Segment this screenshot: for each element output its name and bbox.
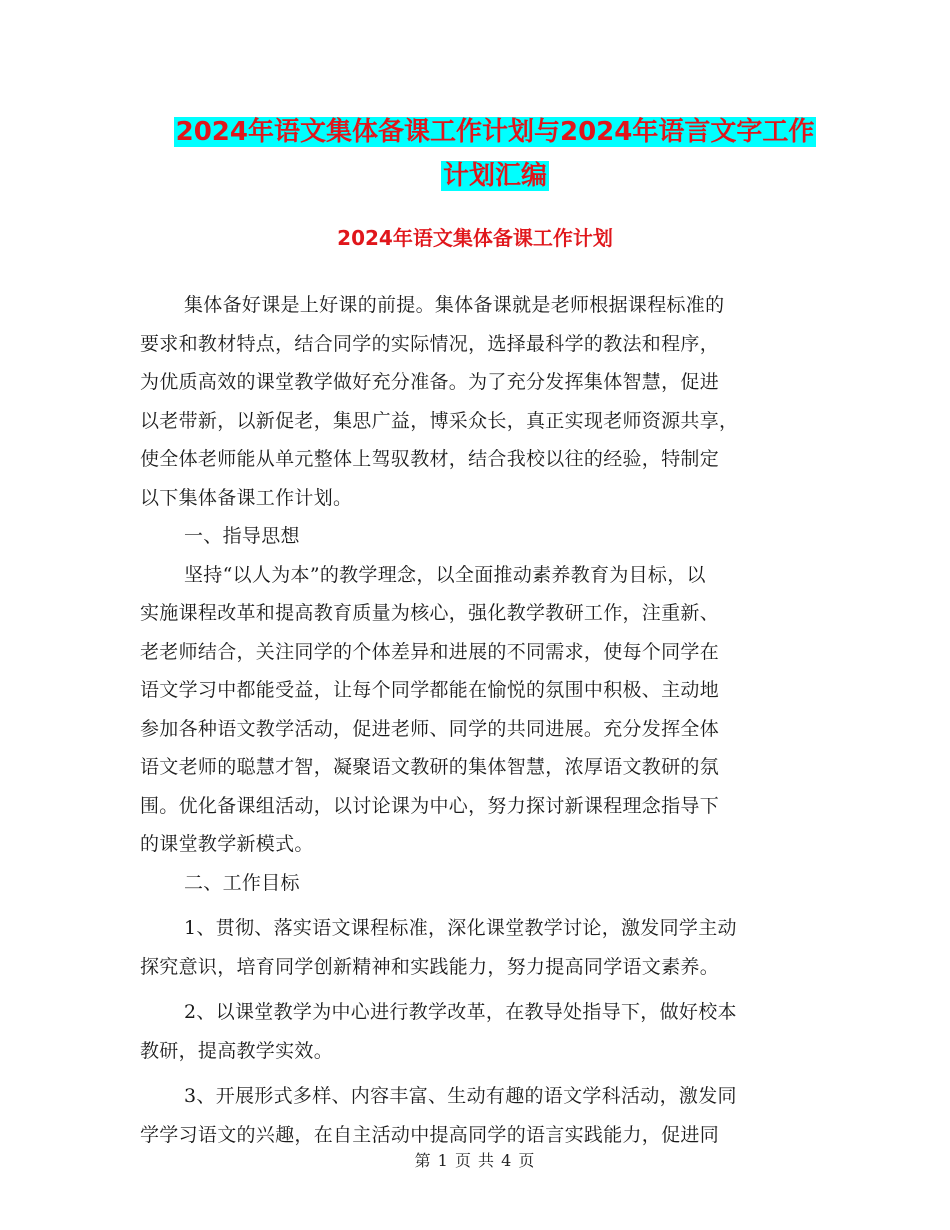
paragraph-line: 教研，提高教学实效。 (140, 1039, 334, 1062)
document-title-line-2 (140, 154, 850, 198)
paragraph-line: 3、开展形式多样、内容丰富、生动有趣的语文学科活动，激发同 (184, 1085, 737, 1107)
document-title-line-1 (140, 110, 850, 154)
paragraph-line: 2、以课堂教学为中心进行教学改革，在教导处指导下，做好校本 (184, 1001, 737, 1023)
paragraph-line: 使全体老师能从单元整体上驾驭教材，结合我校以往的经验，特制定 (140, 448, 720, 470)
paragraph-line: 以老带新，以新促老，集思广益，博采众长，真正实现老师资源共享， (140, 409, 739, 432)
paragraph-line: 1、贯彻、落实语文课程标准，深化课堂教学讨论，激发同学主动 (184, 917, 737, 939)
paragraph-line: 实施课程改革和提高教育质量为核心，强化教学教研工作，注重新、 (140, 602, 720, 624)
paragraph-line: 为优质高效的课堂教学做好充分准备。为了充分发挥集体智慧，促进 (140, 371, 720, 393)
paragraph-line: 的课堂教学新模式。 (140, 833, 314, 855)
paragraph-line: 探究意识，培育同学创新精神和实践能力，努力提高同学语文素养。 (140, 955, 720, 978)
heading-work-goals: 二、工作目标 (184, 871, 300, 894)
paragraph-line: 围。优化备课组活动，以讨论课为中心，努力探讨新课程理念指导下 (140, 794, 720, 817)
section-title: 2024年语文集体备课工作计划 (337, 226, 613, 250)
paragraph-line: 语文老师的聪慧才智，凝聚语文教研的集体智慧，浓厚语文教研的氛 (140, 756, 720, 778)
page-number-footer: 第 1 页 共 4 页 (414, 1151, 536, 1170)
paragraph-line: 要求和教材特点，结合同学的实际情况，选择最科学的教法和程序， (140, 332, 720, 355)
paragraph-line: 参加各种语文教学活动，促进老师、同学的共同进展。充分发挥全体 (140, 717, 720, 740)
paragraph-line: 学学习语文的兴趣，在自主活动中提高同学的语言实践能力，促进同 (140, 1123, 720, 1146)
paragraph-line: 集体备好课是上好课的前提。集体备课就是老师根据课程标准的 (184, 294, 725, 316)
heading-guiding-ideology: 一、指导思想 (184, 525, 300, 547)
paragraph-line: 坚持“以人为本”的教学理念，以全面推动素养教育为目标，以 (184, 563, 706, 586)
paragraph-line: 老老师结合，关注同学的个体差异和进展的不同需求，使每个同学在 (140, 640, 720, 663)
document-body (140, 286, 812, 1154)
paragraph-line: 语文学习中都能受益，让每个同学都能在愉悦的氛围中积极、主动地 (140, 679, 720, 701)
document-title-text-1: 2024年语文集体备课工作计划与2024年语言文字工作 (175, 117, 815, 147)
paragraph-line: 以下集体备课工作计划。 (140, 486, 353, 509)
document-title-text-2: 计划汇编 (442, 161, 547, 191)
